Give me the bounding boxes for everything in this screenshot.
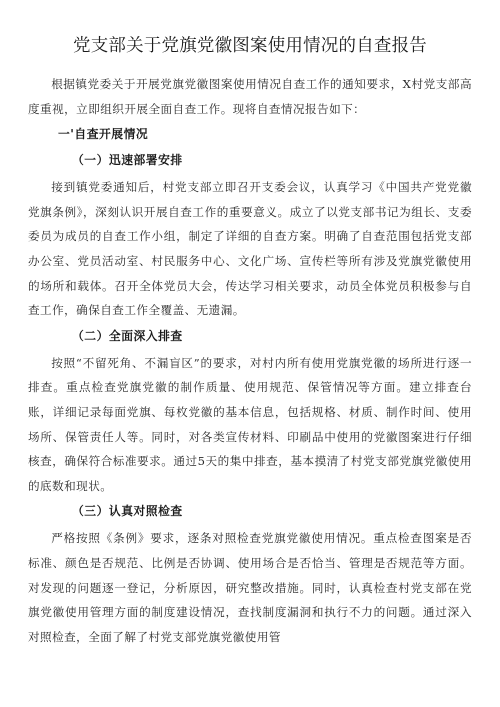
- document-title: 党支部关于党旗党徽图案使用情况的自查报告: [73, 36, 427, 56]
- intro-paragraph: 根据镇党委关于开展党旗党徽图案使用情况自查工作的通知要求，X村党支部高度重视，立即组织开展全面自查工作。现将自查情况报告如下：: [28, 77, 472, 116]
- subsection-body-2: 按照“不留死角、不漏盲区”的要求，对村内所有使用党旗党徽的场所进行逐一排查。重点检查党旗党徽的制作质量、使用规范、保管情况等方面。建立排查台账，详细记录每面党旗、每枚党徽的基本信息，包括规格、材质、制作时间、使用场所、保管责任人等。同时，对各类宣传材料、印刷品中使用的党徽图案进行仔细核查，确保符合标准要求。通过5天的集中排查，基本摸清了村党支部党旗党徽使用的底数和现状。: [28, 355, 472, 493]
- subsection-heading-1: （一）迅速部署安排: [72, 153, 183, 168]
- section-heading-1: 一'自查开展情况: [58, 127, 149, 142]
- subsection-body-1: 接到镇党委通知后，村党支部立即召开支委会议，认真学习《中国共产党党徽党旗条例》，深刻认识开展自查工作的重要意义。成立了以党支部书记为组长、支委委员为成员的自查工作小组，制定了详细的自查方案。明确了自查范围包括党支部办公室、党员活动室、村民服务中心、文化广场、宣传栏等所有涉及党旗党徽使用的场所和载体。召开全体党员大会，传达学习相关要求，动员全体党员积极参与自查工作，确保自查工作全覆盖、无遗漏。: [28, 180, 472, 318]
- subsection-heading-3: （三）认真对照检查: [72, 504, 183, 519]
- subsection-heading-2: （二）全面深入排查: [72, 328, 183, 343]
- subsection-body-3: 严格按照《条例》要求，逐条对照检查党旗党徽使用情况。重点检查图案是否标准、颜色是否规范、比例是否协调、使用场合是否恰当、管理是否规范等方面。对发现的问题逐一登记，分析原因，研究整改措施。同时，认真检查村党支部在党旗党徽使用管理方面的制度建设情况，查找制度漏洞和执行不力的问题。通过深入对照检查，全面了解了村党支部党旗党徽使用管: [28, 531, 472, 644]
